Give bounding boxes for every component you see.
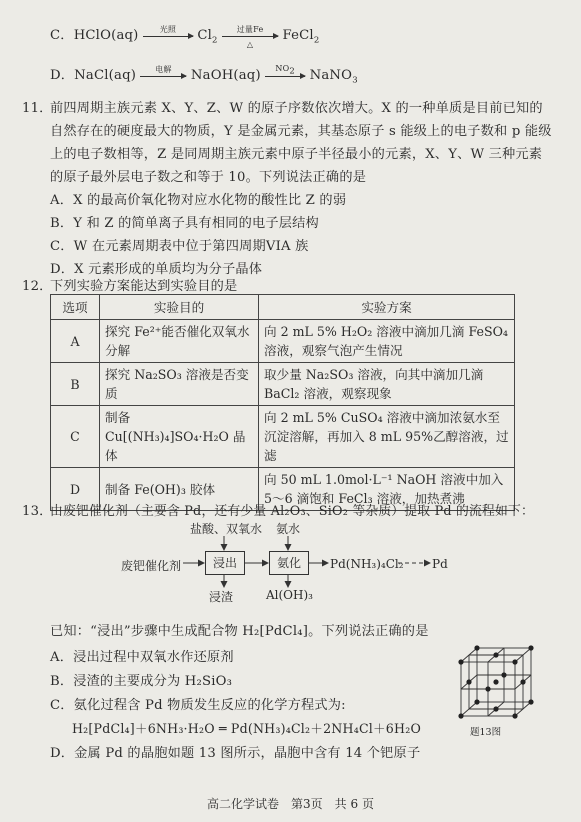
row-goal: 探究 Na₂SO₃ 溶液是否变质 — [100, 363, 259, 406]
q13-known: 已知：“浸出”步骤中生成配合物 H₂[PdCl₄]。下列说法正确的是 — [50, 624, 429, 639]
flow-reagent-1: 盐酸、双氧水 — [190, 522, 263, 536]
q11-stem-line: 的原子最外层电子数之和等于 10。下列说法正确的是 — [50, 170, 367, 185]
flow-residue-1: 浸渣 — [209, 590, 234, 604]
header-plan: 实验方案 — [259, 295, 515, 320]
flow-step-ammoniation: 氨化 — [269, 551, 309, 575]
row-option: B — [51, 363, 100, 406]
flow-reagent-2: 氨水 — [276, 522, 301, 536]
q11-option-c: C．W 在元素周期表中位于第四周期VIA 族 — [50, 239, 309, 254]
row-plan: 向 2 mL 5% CuSO₄ 溶液中滴加浓氨水至沉淀溶解，再加入 8 mL 95%乙醇溶液，过滤 — [259, 406, 515, 468]
row-option: C — [51, 406, 100, 468]
q13-option-d: D．金属 Pd 的晶胞如题 13 图所示，晶胞中含有 14 个钯原子 — [50, 746, 421, 761]
figure-caption: 题13图 — [470, 727, 502, 738]
q13-equation: H₂[PdCl₄]＋6NH₃·H₂O ═ Pd(NH₃)₄Cl₂＋2NH₄Cl＋6H₂O — [72, 721, 421, 736]
row-goal: 制备 Cu[(NH₃)₄]SO₄·H₂O 晶体 — [100, 406, 259, 468]
q11-stem-line: 自然存在的硬度最大的物质，Y 是金属元素，其基态原子 s 能级上的电子数和 p 能级 — [50, 124, 552, 139]
q11-stem-line: 前四周期主族元素 X、Y、Z、W 的原子序数依次增大。X 的一种单质是目前已知的 — [50, 101, 543, 116]
header-option: 选项 — [51, 295, 100, 320]
row-option: D — [51, 468, 100, 511]
page-footer: 高二化学试卷 第3页 共 6 页 — [207, 797, 374, 811]
flow-product: Pd(NH₃)₄Cl₂ — [330, 557, 404, 571]
flow-final: Pd — [432, 557, 448, 571]
q11-option-a: A．X 的最高价氧化物对应水化物的酸性比 Z 的弱 — [50, 193, 347, 208]
row-option: A — [51, 320, 100, 363]
q13-option-b: B．浸渣的主要成分为 H₂SiO₃ — [50, 674, 233, 689]
row-plan: 向 2 mL 5% H₂O₂ 溶液中滴加几滴 FeSO₄ 溶液，观察气泡产生情况 — [259, 320, 515, 363]
q12-number: 12． — [22, 279, 53, 294]
q13-option-a: A．浸出过程中双氧水作还原剂 — [50, 650, 234, 665]
flow-input: 废钯催化剂 — [121, 559, 182, 573]
q11-number: 11． — [22, 101, 53, 116]
q11-option-d: D．X 元素形成的单质均为分子晶体 — [50, 262, 263, 277]
flow-residue-2: Al(OH)₃ — [266, 588, 313, 602]
q11-option-b: B．Y 和 Z 的简单离子具有相同的电子层结构 — [50, 216, 319, 231]
row-plan: 向 50 mL 1.0mol·L⁻¹ NaOH 溶液中加入 5～6 滴饱和 FeCl₃ 溶液，加热煮沸 — [259, 468, 515, 511]
q10-option-d: D．NaCl(aq) 电解 NaOH(aq) $NO_2$ NaNO$_3$ — [50, 64, 358, 86]
reaction-arrow: $NO_2$ — [265, 74, 305, 77]
q13-stem: 由废钯催化剂（主要含 Pd，还有少量 Al₂O₃、SiO₂ 等杂质）提取 Pd 的流程如下： — [50, 504, 535, 519]
reaction-arrow: 电解 — [140, 74, 186, 77]
row-goal: 制备 Fe(OH)₃ 胶体 — [100, 468, 259, 511]
header-goal: 实验目的 — [100, 295, 259, 320]
q13-number: 13． — [22, 504, 53, 519]
row-plan: 取少量 Na₂SO₃ 溶液，向其中滴加几滴 BaCl₂ 溶液，观察现象 — [259, 363, 515, 406]
q12-stem: 下列实验方案能达到实验目的是 — [50, 279, 238, 294]
q11-stem-line: 上的电子数相等，Z 是同周期主族元素中原子半径最小的元素，X、Y、W 三种元素 — [50, 147, 543, 162]
q13-option-c: C．氨化过程含 Pd 物质发生反应的化学方程式为: — [50, 698, 346, 713]
q10-option-c: C．HClO(aq) 光照 $Cl_2$ 过量Fe △ FeCl$_2$ — [50, 25, 320, 49]
reaction-arrow: 过量Fe △ — [222, 34, 278, 37]
crystal-cell-figure — [455, 644, 535, 720]
reaction-arrow: 光照 — [143, 34, 193, 37]
row-goal: 探究 Fe²⁺能否催化双氧水分解 — [100, 320, 259, 363]
flow-step-leach: 浸出 — [205, 551, 245, 575]
